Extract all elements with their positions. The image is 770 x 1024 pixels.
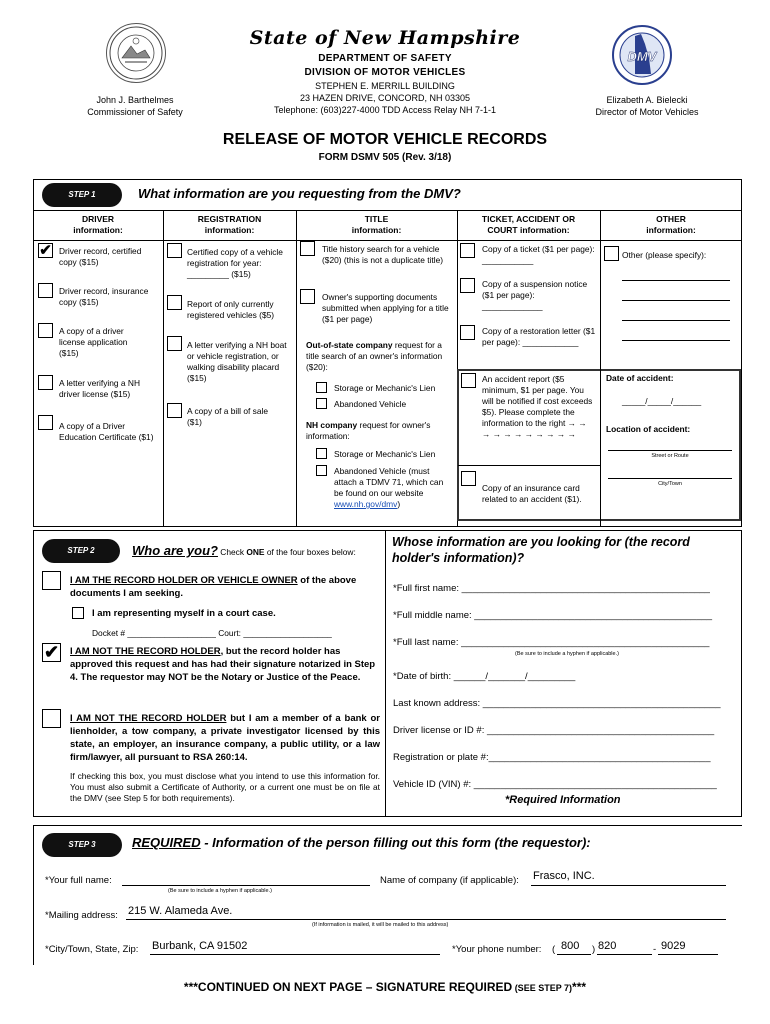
driver-ed-checkbox[interactable] [38, 415, 53, 430]
column-header-line: DRIVER [81, 214, 115, 224]
step3-heading-rest: - Information of the person filling out this form (the requestor): [200, 835, 591, 850]
website-close-paren: ) [397, 499, 401, 509]
column-header-driver [33, 214, 163, 236]
record-holder-rest: of the above documents I am seeking. [70, 575, 357, 599]
driver-insurance-checkbox[interactable] [38, 283, 53, 298]
column-header-title [296, 214, 457, 236]
continued-see-step: (SEE STEP 7) [512, 983, 573, 993]
oos-abandoned-label: Abandoned Vehicle [334, 399, 407, 409]
step2-instruction-bold: ONE [246, 547, 265, 557]
nh-state-seal [106, 23, 166, 83]
column-header-other [600, 214, 742, 236]
vin-field[interactable]: Vehicle ID (VIN) #: ______________________________________________ [393, 779, 717, 790]
phone-area-input[interactable] [557, 954, 591, 955]
column-header-line: OTHER [656, 214, 686, 224]
company-value: Frasco, INC. [533, 870, 595, 882]
oos-abandoned-checkbox[interactable] [316, 398, 327, 409]
phone-dash: - [653, 944, 657, 955]
column-divider [163, 210, 164, 527]
nh-abandoned-checkbox[interactable] [316, 465, 327, 476]
middle-name-field[interactable]: *Full middle name: _____________________________________________ [393, 610, 713, 621]
street-address: 23 HAZEN DRIVE, CONCORD, NH 03305 [299, 93, 471, 103]
not-holder-member-checkbox[interactable] [42, 709, 61, 728]
driver-license-app-checkbox[interactable] [38, 323, 53, 338]
city-state-zip-value: Burbank, CA 91502 [152, 940, 248, 952]
court-case-checkbox[interactable] [72, 607, 84, 619]
registration-copy-label: Certified copy of a vehicle registration for year: _________ ($15) [187, 247, 283, 279]
insurance-card-label: Copy of an insurance card related to an accident ($1). [482, 483, 582, 504]
mailing-address-input[interactable] [126, 919, 726, 920]
registration-plate-field[interactable]: Registration or plate #:__________________________________________ [393, 752, 711, 763]
driver-license-app-label: A copy of a driver license application ($15) [59, 326, 128, 358]
registration-report-label: Report of only currently registered vehicles ($5) [187, 299, 275, 320]
last-address-field[interactable]: Last known address: _____________________________________________ [393, 698, 721, 709]
driver-ed-label: A copy of a Driver Education Certificate ($1) [59, 421, 154, 442]
column-header-line: TITLE [364, 214, 389, 224]
step3-heading-required: REQUIRED [132, 835, 201, 850]
phone-close-paren: ) [592, 944, 596, 955]
oos-company-rest: request for a title search of an owner's information ($20): [306, 340, 443, 372]
not-holder-member-underlined: I AM NOT THE RECORD HOLDER [70, 713, 227, 724]
step2-question-row [132, 543, 356, 558]
not-holder-member-text [70, 712, 380, 764]
step2-instruction-pre: Check [217, 547, 247, 557]
step2-instruction-post: of the four boxes below: [264, 547, 356, 557]
state-title: State of New Hampshire [249, 27, 521, 49]
commissioner-name: John J. Barthelmes [96, 95, 174, 105]
column-header-ticket [457, 214, 600, 236]
dmv-website-link[interactable]: www.nh.gov/dmv [334, 499, 398, 509]
not-holder-approved-text [70, 645, 380, 684]
dmv-logo-text: DMV [627, 49, 657, 64]
continued-notice [0, 980, 770, 994]
street-route-line[interactable] [608, 450, 732, 451]
phone-line-value: 9029 [661, 940, 686, 952]
continued-text: ***CONTINUED ON NEXT PAGE – SIGNATURE REQUIRED [183, 980, 513, 994]
date-of-accident-label: Date of accident: [606, 373, 674, 383]
step2-divider [385, 531, 386, 817]
step2-right-question: Whose information are you looking for (the record holder's information)? [392, 535, 690, 565]
company-label: Name of company (if applicable): [380, 875, 519, 886]
phone-prefix-value: 820 [598, 940, 617, 952]
registration-bill-checkbox[interactable] [167, 403, 182, 418]
not-holder-approved-underlined: I AM NOT THE RECORD HOLDER [70, 646, 221, 657]
column-header-divider [33, 240, 742, 241]
column-header-line: information: [646, 225, 696, 235]
restoration-checkbox[interactable] [460, 325, 475, 340]
registration-letter-checkbox[interactable] [167, 336, 182, 351]
not-holder-member-note: If checking this box, you must disclose what you intend to use this information for. You must also submit a Certificate of Authority, or a current one must be on file at the DMV (see Step 5 for both requirements). [70, 771, 380, 803]
not-holder-approved-rest: , but the record holder has approved this request and has had their signature notarized in Step 4. The requestor may NOT be the Notary or Justice of the Peace. [70, 646, 376, 683]
suspension-checkbox[interactable] [460, 278, 475, 293]
step2-label: STEP 2 [42, 539, 120, 563]
location-of-accident-label: Location of accident: [606, 424, 691, 434]
division-name: DIVISION OF MOTOR VEHICLES [304, 67, 466, 78]
oos-company-bold: Out-of-state company [306, 340, 393, 350]
mailing-address-value: 215 W. Alameda Ave. [128, 905, 233, 917]
title-documents-checkbox[interactable] [300, 289, 315, 304]
suspension-label: Copy of a suspension notice ($1 per page): _____________ [482, 279, 588, 311]
not-holder-member-rest: but I am a member of a bank or lienholder, a tow company, a private investigator licensed by this state, an employer, an insurance company, a public utility, or a law firm/lawyer, all pursuant to RSA 260:14. [70, 713, 381, 763]
step1-label: STEP 1 [42, 183, 122, 207]
director-title: Director of Motor Vehicles [595, 107, 699, 117]
telephone-line: Telephone: (603)227-4000 TDD Access Relay NH 7-1-1 [274, 105, 496, 115]
oos-lien-label: Storage or Mechanic's Lien [334, 383, 436, 393]
commissioner-title: Commissioner of Safety [87, 107, 183, 117]
city-town-line[interactable] [608, 478, 732, 479]
company-input[interactable] [531, 885, 726, 886]
step1-divider [33, 210, 742, 211]
title-documents-label: Owner's supporting documents submitted when applying for a title ($1 per page) [322, 292, 449, 324]
phone-label: *Your phone number: [452, 944, 542, 955]
step2-question: Who are you? [132, 543, 218, 558]
nh-company-text [306, 420, 454, 442]
step3-label: STEP 3 [42, 833, 122, 857]
phone-prefix-input[interactable] [597, 954, 652, 955]
title-history-label: Title history search for a vehicle ($20) (this is not a duplicate title) [322, 244, 444, 265]
step3-heading [132, 835, 591, 850]
accident-inner-divider [458, 465, 600, 466]
phone-line-input[interactable] [658, 954, 718, 955]
city-state-zip-input[interactable] [150, 954, 440, 955]
nh-company-bold: NH company [306, 420, 358, 430]
full-name-input[interactable] [122, 885, 370, 886]
column-header-line: information: [204, 225, 255, 235]
driver-letter-checkbox[interactable] [38, 375, 53, 390]
other-specify-line[interactable] [622, 300, 730, 301]
phone-open-paren: ( [552, 944, 556, 955]
not-holder-approved-checkbox[interactable]: ✔ [43, 642, 60, 662]
record-holder-underlined: I AM THE RECORD HOLDER OR VEHICLE OWNER [70, 575, 298, 586]
phone-area-value: 800 [561, 940, 580, 952]
registration-copy-checkbox[interactable] [167, 243, 182, 258]
column-header-line: REGISTRATION [197, 214, 262, 224]
director-name: Elizabeth A. Bielecki [606, 95, 688, 105]
ticket-copy-checkbox[interactable] [460, 243, 475, 258]
column-header-line: information: [351, 225, 402, 235]
column-header-line: COURT information: [487, 225, 570, 235]
last-name-field[interactable]: *Full last name: _______________________________________________ [393, 637, 710, 648]
city-town-caption: City/Town [658, 481, 682, 487]
dob-field[interactable]: *Date of birth: ______/_______/_________ [393, 671, 576, 682]
nh-lien-checkbox[interactable] [316, 448, 327, 459]
form-title: RELEASE OF MOTOR VEHICLE RECORDS [222, 131, 548, 148]
required-information-note: *Required Information [505, 794, 621, 806]
insurance-card-checkbox[interactable] [461, 471, 476, 486]
nh-lien-label: Storage or Mechanic's Lien [334, 449, 436, 459]
continued-stars: *** [572, 980, 587, 994]
restoration-label: Copy of a restoration letter ($1 per page): ____________ [482, 326, 596, 347]
department-name: DEPARTMENT OF SAFETY [318, 53, 452, 64]
form-number: FORM DSMV 505 (Rev. 3/18) [318, 152, 452, 163]
accident-report-checkbox[interactable] [461, 373, 476, 388]
docket-court-line[interactable]: Docket # ___________________ Court: ___________________ [92, 628, 332, 638]
nh-company-rest: request for owner's information: [306, 420, 431, 441]
accident-box-divider [600, 369, 601, 521]
registration-letter-label: A letter verifying a NH boat or vehicle registration, or walking disability placard ($15) [187, 340, 287, 383]
other-label: Other (please specify): [622, 250, 707, 260]
date-of-accident-field[interactable]: _____/_____/______ [622, 396, 702, 406]
nh-abandoned-label: Abandoned Vehicle (must attach a TDMV 71, which can be found on our website [334, 466, 444, 498]
column-header-line: TICKET, ACCIDENT OR [481, 214, 576, 224]
oos-company-text [306, 340, 454, 373]
street-route-caption: Street or Route [651, 453, 689, 459]
oos-lien-checkbox[interactable] [316, 382, 327, 393]
building-name: STEPHEN E. MERRILL BUILDING [315, 81, 455, 91]
dmv-logo-icon [611, 24, 673, 86]
accident-report-label: An accident report ($5 minimum, $1 per page. You will be notified if cost exceeds $5). Please complete the information to the right → → → → → → → → → → → [482, 374, 593, 439]
driver-certified-checkbox[interactable]: ✔ [39, 242, 52, 259]
other-specify-line[interactable] [622, 280, 730, 281]
other-specify-line[interactable] [622, 340, 730, 341]
mailing-address-label: *Mailing address: [45, 910, 118, 921]
court-case-label: I am representing myself in a court case. [92, 608, 276, 619]
column-header-line: information: [73, 225, 123, 235]
nh-abandoned-text [334, 466, 452, 510]
registration-report-checkbox[interactable] [167, 295, 182, 310]
record-holder-checkbox[interactable] [42, 571, 61, 590]
title-history-checkbox[interactable] [300, 241, 315, 256]
svg-text:DMV [628, 49, 658, 64]
other-specify-line[interactable] [622, 320, 730, 321]
column-header-registration [163, 214, 296, 236]
dmv-logo [611, 24, 673, 86]
full-name-label: *Your full name: [45, 875, 112, 886]
license-id-field[interactable]: Driver license or ID #: ___________________________________________ [393, 725, 715, 736]
column-divider [296, 210, 297, 527]
record-holder-text [70, 574, 380, 600]
last-name-hyphen-note: (Be sure to include a hyphen if applicable.) [515, 651, 619, 657]
other-checkbox[interactable] [604, 246, 619, 261]
step1-question: What information are you requesting from the DMV? [138, 186, 461, 201]
seal-icon [107, 24, 165, 82]
first-name-field[interactable]: *Full first name: _______________________________________________ [393, 583, 710, 594]
full-name-hyphen-note: (Be sure to include a hyphen if applicable.) [168, 888, 272, 894]
ticket-copy-label: Copy of a ticket ($1 per page): ___________ [482, 244, 595, 265]
mailing-address-note: (If information is mailed, it will be mailed to this address) [312, 922, 449, 928]
driver-insurance-label: Driver record, insurance copy ($15) [59, 286, 149, 307]
city-state-zip-label: *City/Town, State, Zip: [45, 944, 139, 955]
driver-certified-label: Driver record, certified copy ($15) [59, 246, 142, 267]
registration-bill-label: A copy of a bill of sale ($1) [187, 406, 269, 427]
driver-letter-label: A letter verifying a NH driver license ($15) [59, 378, 140, 399]
